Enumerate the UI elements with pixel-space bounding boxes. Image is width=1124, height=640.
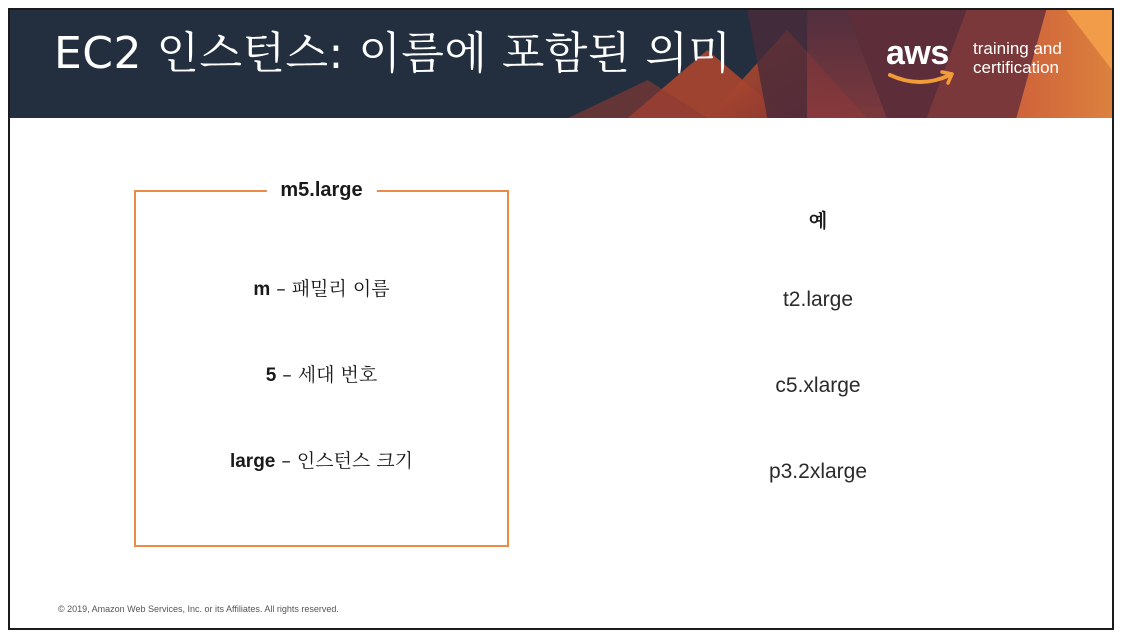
examples-title: 예	[808, 210, 828, 232]
name-part-key: large	[229, 451, 276, 472]
slide	[8, 8, 1114, 630]
name-part-dash: –	[276, 278, 286, 300]
copyright-footer: © 2019, Amazon Web Services, Inc. or its Affiliates. All rights reserved.	[58, 604, 339, 614]
name-part-desc: 인스턴스 크기	[296, 450, 414, 472]
example-item: t2.large	[782, 288, 854, 311]
name-part-desc: 세대 번호	[297, 364, 378, 386]
aws-smile-icon	[888, 69, 958, 87]
name-part-key: 5	[265, 365, 277, 386]
slide-header	[10, 10, 1112, 118]
naming-box-title: m5.large	[266, 177, 376, 203]
name-part-family	[136, 274, 507, 301]
aws-logo-word: aws	[886, 34, 949, 72]
name-part-desc: 패밀리 이름	[291, 278, 390, 300]
page-title: EC2 인스턴스: 이름에 포함된 의미	[54, 28, 732, 79]
name-part-key: m	[253, 279, 271, 300]
name-part-generation	[136, 360, 507, 387]
naming-box	[134, 179, 509, 547]
example-item: p3.2xlarge	[768, 460, 868, 483]
aws-logo	[886, 36, 966, 92]
name-part-dash: –	[281, 450, 291, 472]
example-item: c5.xlarge	[775, 374, 861, 397]
aws-logo-line2: certification	[973, 58, 1059, 77]
name-part-dash: –	[282, 364, 292, 386]
aws-logo-subtitle	[973, 39, 1062, 77]
aws-logo-line1: training and	[973, 39, 1062, 58]
name-part-size	[136, 446, 507, 473]
